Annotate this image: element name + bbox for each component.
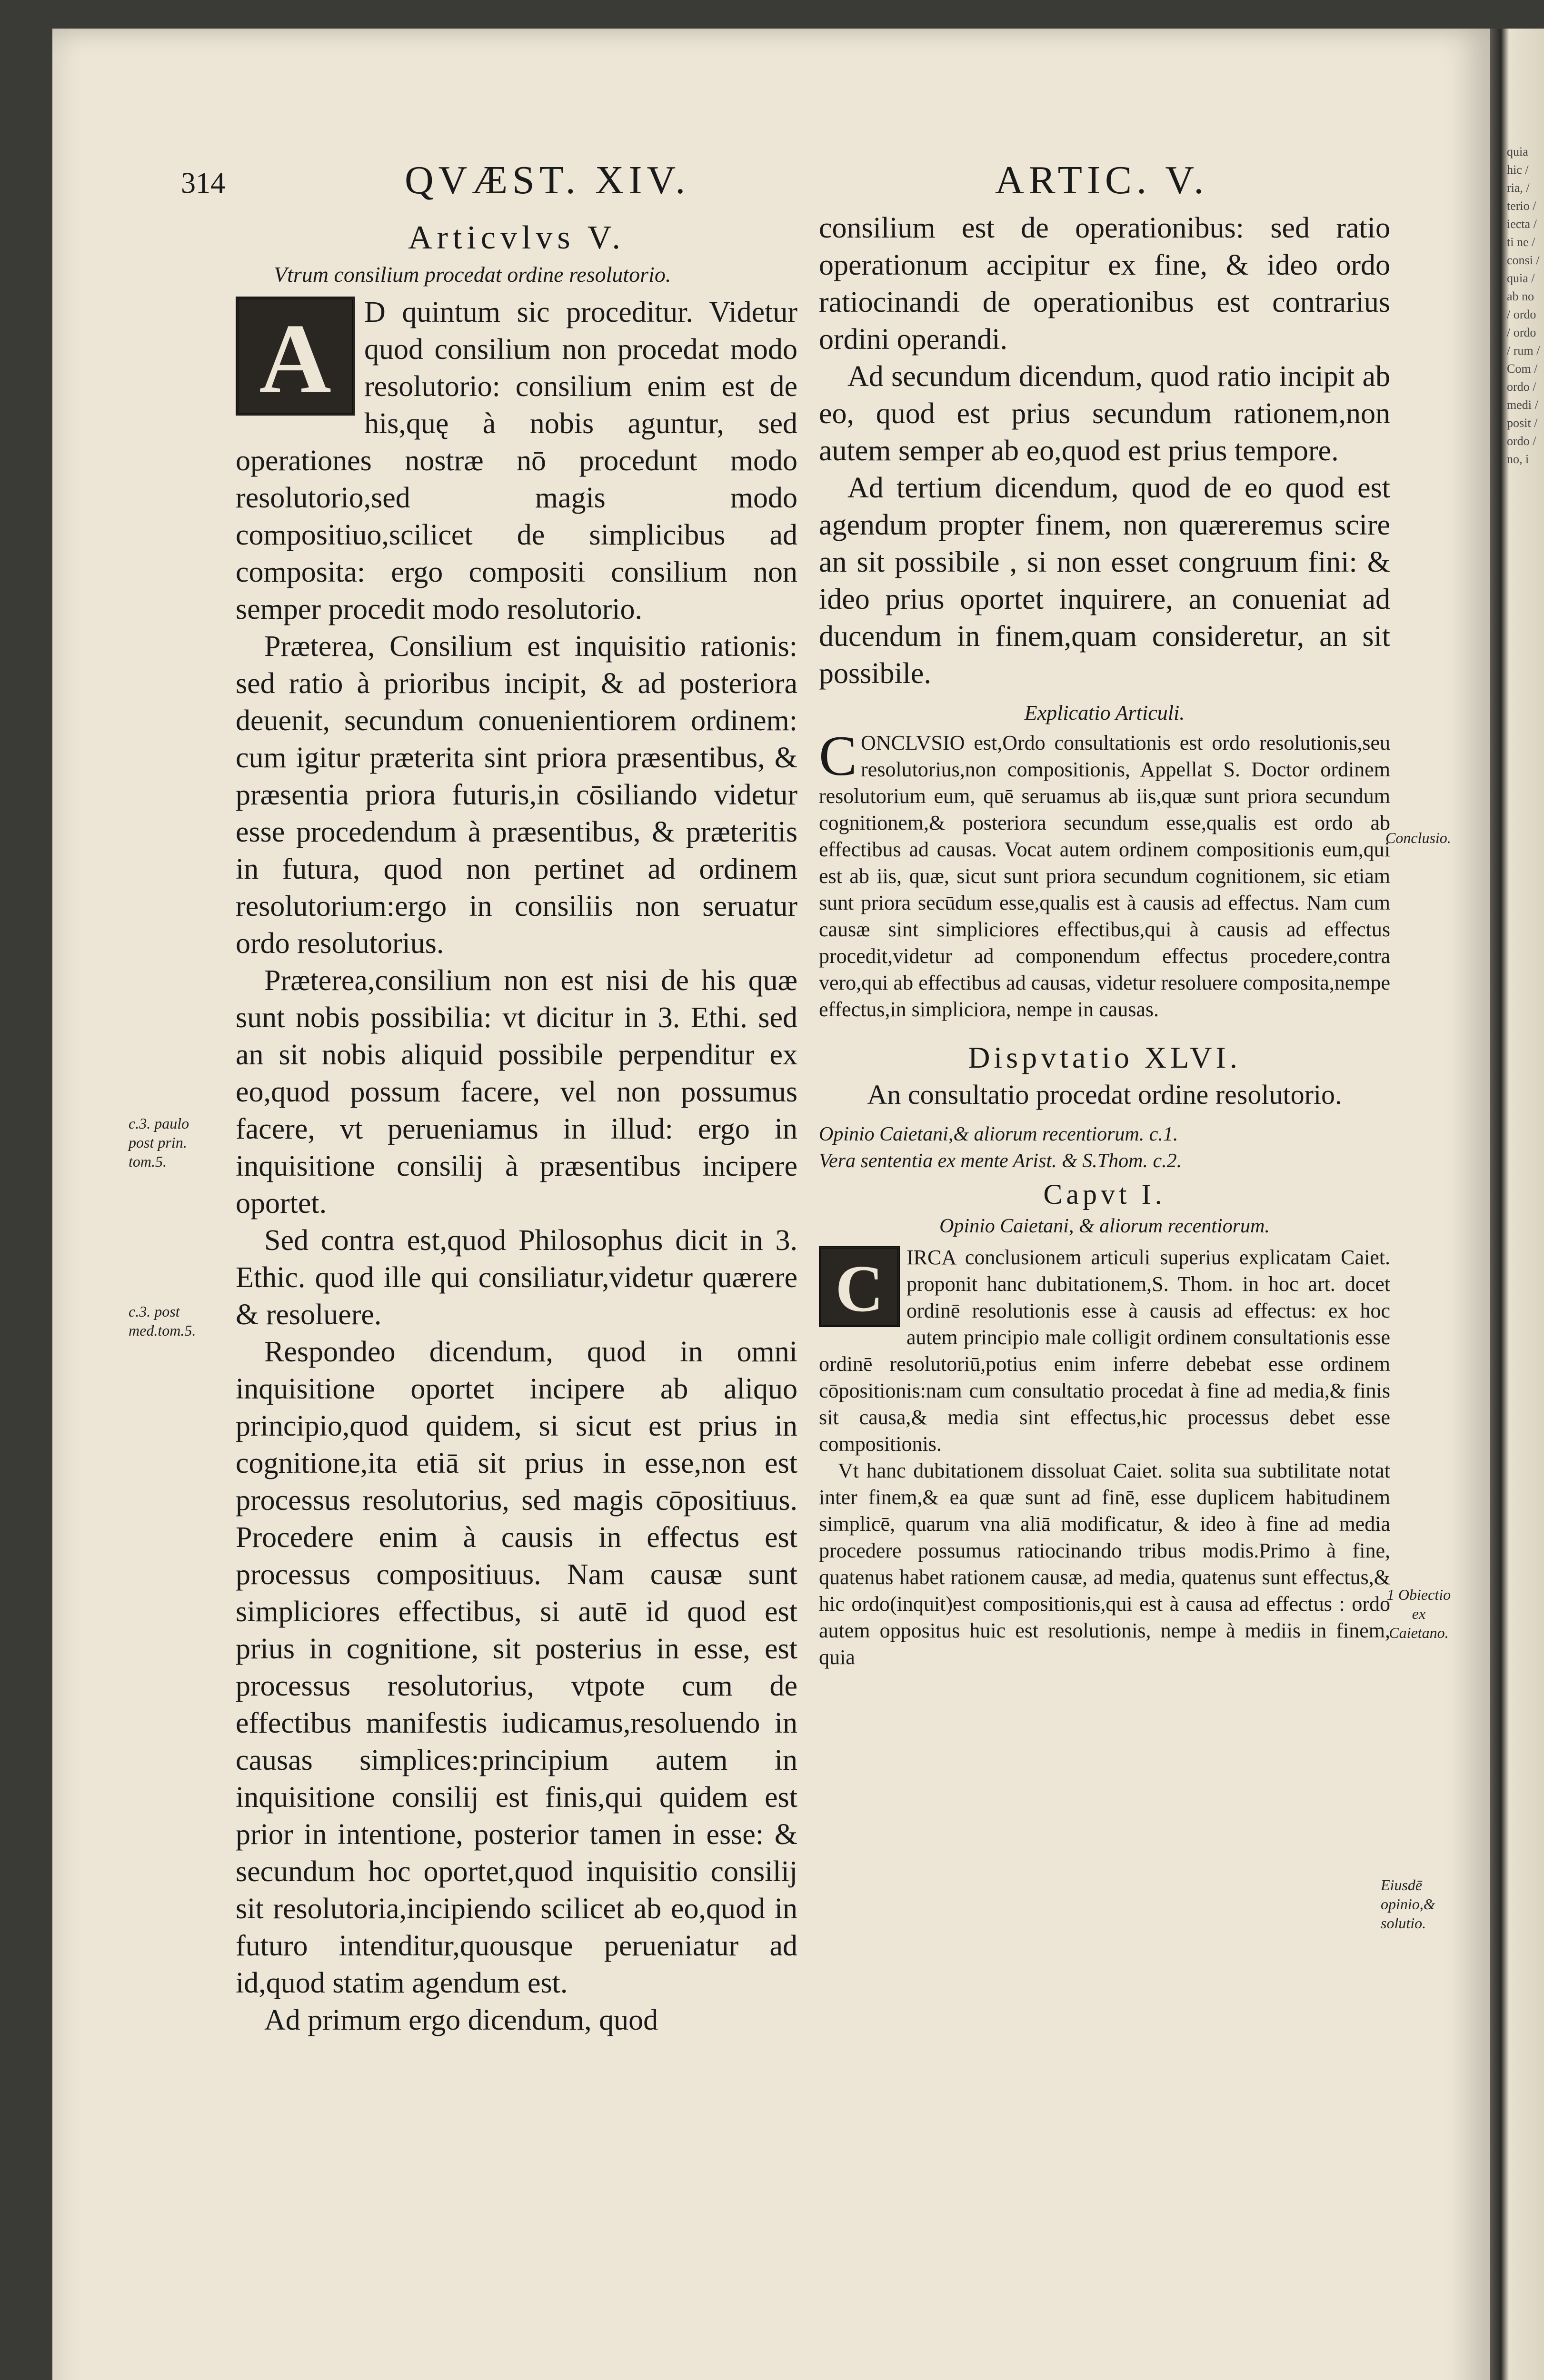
paragraph: IRCA conclusionem articuli superius explicatam Caiet. proponit hanc dubitationem,S. Thom. in hoc art. docet ordinē resolutionis esse à causis ad effectus: ex hoc autem principio male colligit ordinem consultationis esse ordinē resolutoriū,potius enim inferre debebat esse ordinem cōpositionis:nam cum consultatio procedat à fine ad media,& finis sit causa,& media sint effectus,hic processus debet esse compositionis. <box>819 1246 1390 1456</box>
disputatio-heading: Dispvtatio XLVI. <box>968 1041 1241 1074</box>
initial-c: C <box>819 724 857 787</box>
explicatio-text <box>819 724 1390 1023</box>
paragraph: Ad tertium dicendum, quod de eo quod est agendum propter finem, non quæreremus scire an sit possibile , si non esset congruum fini: & ideo prius oportet inquirere, an conueniat ad ducendum in finem,quam consideretur, an sit possibile. <box>819 472 1390 690</box>
paragraph: Præterea, Consilium est inquisitio rationis: sed ratio à prioribus incipit, & ad posteriora deuenit, secundum conuenientiorem ordinem: cum igitur præterita sint priora præsentibus, & præsentia priora futuris,in cōsiliando videtur esse procedendum à præsentibus, & præteritis in futura, quod non pertinet ad ordinem resolutorium:ergo in consiliis non seruatur ordo resolutorius. <box>236 630 797 960</box>
right-column <box>819 209 1390 1671</box>
decorated-initial-a: A <box>236 297 355 416</box>
paragraph: Ad primum ergo dicendum, quod <box>264 2004 658 2036</box>
margin-note: c.3. paulo post prin. tom.5. <box>129 1115 189 1170</box>
paragraph: D quintum sic proceditur. Videtur quod consilium non procedat modo resolutorio: consilium enim est de his,quę à nobis aguntur, sed operationes nostræ nō procedunt modo resolutorio,sed magis modo compositiuo,scilicet de simplicibus ad composita: ergo compositi consilium non semper procedit modo resolutorio. <box>236 296 797 625</box>
caput-subtitle: Opinio Caietani, & aliorum recentiorum. <box>939 1215 1270 1237</box>
explicatio-heading: Explicatio Articuli. <box>1024 701 1185 724</box>
caput-heading: Capvt I. <box>1043 1179 1166 1210</box>
paragraph: consilium est de operationibus: sed ratio operationum accipitur ex fine, & ideo ordo ratiocinandi de operationibus est contrarius ordini operandi. <box>819 212 1390 356</box>
facing-page-fragment: quia hic / ria, / terio / iecta / ti ne / consi / quia / ab no / ordo / ordo / rum / Com / ordo / medi / posit / ordo / no, i <box>1507 145 1540 466</box>
toc-entry: Vera sententia ex mente Arist. & S.Thom. c.2. <box>819 1150 1182 1172</box>
page-number: 314 <box>181 167 225 199</box>
article-question: Vtrum consilium procedat ordine resolutorio. <box>274 262 671 287</box>
margin-note: c.3. post med.tom.5. <box>129 1303 196 1339</box>
margin-note: Conclusio. <box>1385 829 1451 846</box>
margin-note: Eiusdē opinio,& solutio. <box>1381 1876 1435 1932</box>
running-header <box>181 157 1419 209</box>
question-title: QVÆST. XIV. <box>405 158 690 202</box>
left-column <box>236 219 797 2039</box>
article-title: ARTIC. V. <box>995 158 1209 202</box>
paragraph: Respondeo dicendum, quod in omni inquisitione oportet incipere ab aliquo principio,quod quidem, si sicut est prius in cognitione,ita etiā sit prius in esse,non est processus resolutorius, sed magis cōpositiuus. Procedere enim à causis in effectus est processus compositiuus. Nam causæ sunt simpliciores effectibus, si autē id quod est prius in cognitione, sit posterius in esse, est processus resolutorius, vtpote cum de effectibus manifestis iudicamus,resoluendo in causas simplices:principium autem in inquisitione consilij est finis,qui quidem est prior in intentione, posterior tamen in esse: & secundum hoc oportet,quod inquisitio consilij sit resolutoria,incipiendo scilicet ab eo,quod in futuro intenditur,quousque perueniatur ad id,quod statim agendum est. <box>236 1336 797 1999</box>
paragraph: Sed contra est,quod Philosophus dicit in 3. Ethic. quod ille qui consiliatur,videtur quærere & resoluere. <box>236 1224 797 1331</box>
margin-note: 1 Obiectio ex Caietano. <box>1386 1586 1451 1641</box>
paragraph: Ad secundum dicendum, quod ratio incipit ab eo, quod est prius secundum rationem,non autem semper ab eo,quod est prius tempore. <box>819 360 1390 467</box>
paragraph: Vt hanc dubitationem dissoluat Caiet. solita sua subtilitate notat inter finem,& ea quæ sunt ad finē, esse duplicem habitudinem simplicē, quarum vna aliā modificatur, & ideo à fine ad media procedere possumus ratiocinando tribus modis.Primo à fine, quatenus habet rationem causæ, ad media, quatenus sunt effectus,& hic ordo(inquit)est compositionis,qui est à causa ad effectus : ordo autem oppositus huic est resolutionis, nempe à mediis in finem, quia <box>819 1459 1390 1669</box>
decorated-initial-c: C <box>819 1246 900 1327</box>
paragraph: Præterea,consilium non est nisi de his quæ sunt nobis possibilia: vt dicitur in 3. Ethi. sed an sit nobis aliquid possibile perpenditur ex eo,quod possum facere, vel non possumus facere, vt perueniamus in illud: ergo in inquisitione consilij à præsentibus incipere oportet. <box>236 964 797 1220</box>
disputatio-title: An consultatio procedat ordine resolutorio. <box>867 1079 1342 1110</box>
article-heading: Articvlvs V. <box>408 219 625 256</box>
toc-entry: Opinio Caietani,& aliorum recentiorum. c.1. <box>819 1123 1178 1145</box>
explicatio-body: ONCLVSIO est,Ordo consultationis est ordo resolutionis,seu resolutorius,non compositionis, Appellat S. Doctor ordinem resolutorium eum, quē seruamus ab iis,quæ sunt priora secundum cognitionem,& posteriora secundum esse,qualis est ordo ab effectibus ad causas. Vocat autem ordinem compositionis eum,qui est ab iis, quæ, sicut sunt priora secundum cognitionem, sic etiam sunt priora secūdum esse,qualis est à causis ad effectus. Nam cum causæ sint simpliciores effectibus,qui à causis ad effectus procedit,videtur ad componendum effectus procedere,contra vero,qui ab effectibus ad causas, videtur resoluere composita,nempe effectus,in simpliciora, nempe in causas. <box>819 731 1390 1021</box>
